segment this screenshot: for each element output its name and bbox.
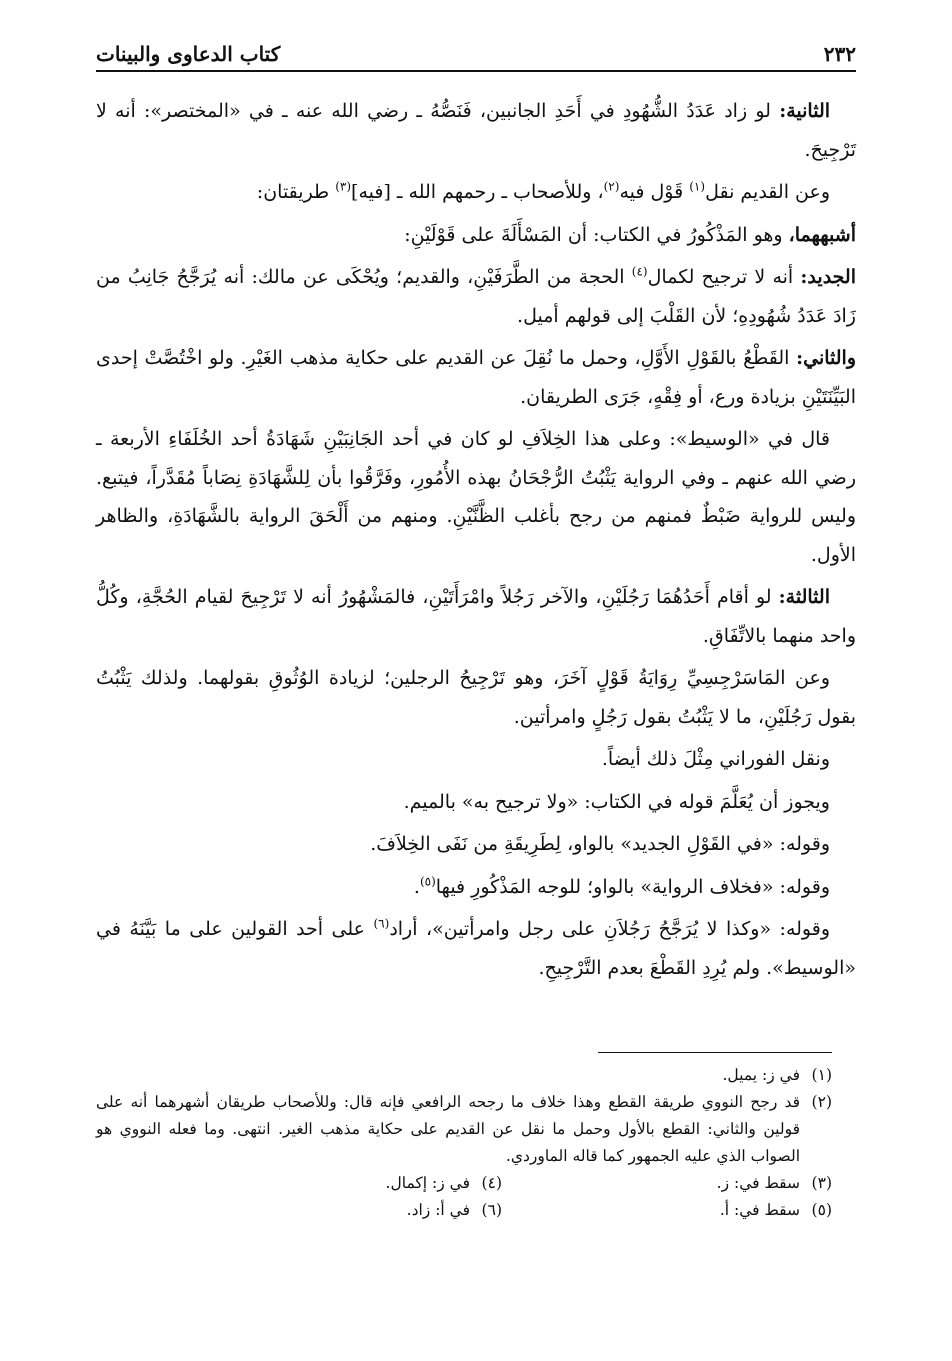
footnote-ref: (١) (689, 179, 706, 194)
paragraph-5 (96, 339, 856, 416)
paragraph-lead: الثالثة: (778, 586, 830, 608)
paragraph-text: أنه لا ترجيح لكمال (647, 266, 801, 288)
header-rule (96, 70, 856, 72)
footnotes (96, 1062, 832, 1224)
footnote-text: قد رجح النووي طريقة القطع وهذا خلاف ما رجحه الرافعي فإنه قال: وللأصحاب طريقان أشهرهما أنه على قولين والثاني: القطع بالأول وحمل ما نقل عن القديم على حكاية مذهب الغير. انتهى. وما فعله النووي هو الصواب الذي عليه الجمهور كما قاله الماوردي. (96, 1093, 800, 1165)
paragraph-7 (96, 578, 856, 655)
paragraph-text: قَوْل فيه (619, 181, 690, 203)
footnote-text: في ز: إكمال. (385, 1174, 470, 1192)
footnote-number: (١) (811, 1066, 832, 1084)
paragraph-text: القَطْعُ بالقَوْلِ الأَوَّلِ، وحمل ما نُقِلَ عن القديم على حكاية مذهب الغَيْرِ. ولو اخْتُصَّتْ إحدى البَيِّنَتَيْنِ بزيادة ورع، أو فِقْهٍ، جَرَى الطريقان. (96, 347, 856, 408)
paragraph-text: ويجوز أن يُعَلَّمَ قوله في الكتاب: «ولا ترجيح به» بالميم. (403, 790, 830, 813)
footnote-number: (٥) (811, 1201, 832, 1219)
footnote-3 (502, 1170, 832, 1197)
footnote-6 (172, 1197, 502, 1224)
paragraph-lead: الجديد: (800, 266, 857, 288)
footnote-number: (٦) (481, 1201, 502, 1219)
paragraph-9 (96, 740, 856, 779)
paragraph-text: وقوله: «فخلاف الرواية» بالواو؛ للوجه المَذْكُورِ فيها (435, 875, 830, 898)
footnote-ref: (٥) (419, 874, 436, 889)
footnote-ref: (٣) (335, 179, 352, 194)
footnote-text: سقط في: ز. (716, 1174, 800, 1192)
footnote-2 (96, 1089, 832, 1170)
paragraph-4 (96, 258, 856, 335)
paragraph-text: وقوله: «وكذا لا يُرَجَّحُ رَجُلاَنِ على رجل وامرأتين»، أراد (389, 918, 830, 940)
paragraph-11 (96, 825, 856, 864)
page-number: ٢٣٢ (823, 42, 856, 66)
paragraph-text: طريقتان: (256, 181, 336, 203)
footnote-ref: (٦) (373, 916, 390, 931)
paragraph-text: لو زاد عَدَدُ الشُّهُودِ في أَحَدِ الجانبين، فَنَصُّهُ ـ رضي الله عنه ـ في «المختصر»: أنه لا تَرْجِيحَ. (96, 100, 856, 161)
footnote-row (96, 1170, 832, 1197)
footnote-text: في أ: زاد. (406, 1201, 470, 1219)
paragraph-text: الحجة من الطَّرَفَيْنِ، والقديم؛ ويُحْكَى عن مالك: أنه يُرَجَّحُ جَانِبُ من زَادَ عَدَدُ شُهُودِهِ؛ لأن القَلْبَ إلى قولهم أميل. (96, 266, 856, 327)
footnote-row (96, 1197, 832, 1224)
paragraph-lead: والثاني: (796, 347, 856, 369)
paragraph-text: على أحد القولين على ما بَيَّنَهُ في «الوسيط». ولم يُرِدِ القَطْعَ بعدم التَّرْجِيحِ. (96, 918, 856, 979)
paragraph-text: لو أقام أَحَدُهُمَا رَجُلَيْنِ، والآخر رَجُلاً وامْرَأَتَيْنِ، فالمَشْهُورُ أنه لا تَرْجِيحَ لقيام الحُجَّةِ، وكُلُّ واحد منهما بالاتِّفَاقِ. (96, 586, 856, 647)
paragraph-6 (96, 420, 856, 574)
paragraph-2 (96, 173, 856, 212)
paragraph-text: وعن المَاسَرْجِسِيِّ رِوَايَةُ قَوْلٍ آخَرَ، وهو تَرْجِيحُ الرجلين؛ لزيادة الوُثُوقِ بقولهما. ولذلك يَثْبُتُ بقول رَجُلَيْنِ، ما لا يَثْبُتُ بقول رَجُلٍ وامرأتين. (96, 667, 856, 728)
paragraph-text: وقوله: «في القَوْلِ الجديد» بالواو، لِطَرِيقَةِ من نَفَى الخِلاَفَ. (370, 833, 830, 855)
book-title: كتاب الدعاوى والبينات (96, 42, 281, 66)
footnote-number: (٢) (811, 1093, 832, 1111)
paragraph-text: قال في «الوسيط»: وعلى هذا الخِلاَفِ لو كان في أحد الجَانِبَيْنِ شَهَادَةُ أحد الخُلَفَاءِ الأربعة ـ رضي الله عنهم ـ وفي الرواية يَثْبُتُ الرُّجْحَانُ بهذه الأُمُورِ، وفَرَّقُوا بأن لِلشَّهَادَةِ نِصَاباً مُقَدَّراً، فيتبع. وليس للرواية ضَبْطٌ فمنهم من رجح بأغلب الظَّنَّيْنِ. ومنهم من أَلْحَقَ الرواية بالشَّهَادَةِ، والظاهر الأول. (96, 428, 856, 566)
footnote-rule (598, 1052, 832, 1053)
paragraph-lead: الثانية: (779, 100, 831, 122)
paragraph-text: ونقل الفوراني مِثْلَ ذلك أيضاً. (601, 748, 830, 770)
running-header (96, 30, 856, 66)
footnote-number: (٤) (481, 1174, 502, 1192)
paragraph-text: . (413, 875, 420, 898)
footnote-4 (172, 1170, 502, 1197)
paragraph-8 (96, 659, 856, 736)
footnote-number: (٣) (811, 1174, 832, 1192)
footnote-text: سقط في: أ. (719, 1201, 800, 1219)
paragraph-12 (96, 868, 856, 907)
footnote-ref: (٢) (603, 179, 620, 194)
footnote-1 (96, 1062, 832, 1089)
paragraph-3 (96, 216, 856, 255)
footnote-5 (502, 1197, 832, 1224)
footnote-text: في ز: يميل. (722, 1066, 800, 1084)
paragraph-text: ، وللأصحاب ـ رحمهم الله ـ [فيه] (351, 181, 604, 203)
paragraph-13 (96, 910, 856, 987)
paragraph-1 (96, 92, 856, 169)
main-text (96, 92, 856, 991)
paragraph-lead: أشبههما، (788, 223, 856, 246)
paragraph-10 (96, 783, 856, 822)
paragraph-text: وعن القديم نقل (705, 181, 830, 203)
paragraph-text: وهو المَذْكُورُ في الكتاب: أن المَسْأَلَةَ على قَوْلَيْنِ: (404, 223, 789, 246)
footnote-ref: (٤) (631, 264, 648, 279)
